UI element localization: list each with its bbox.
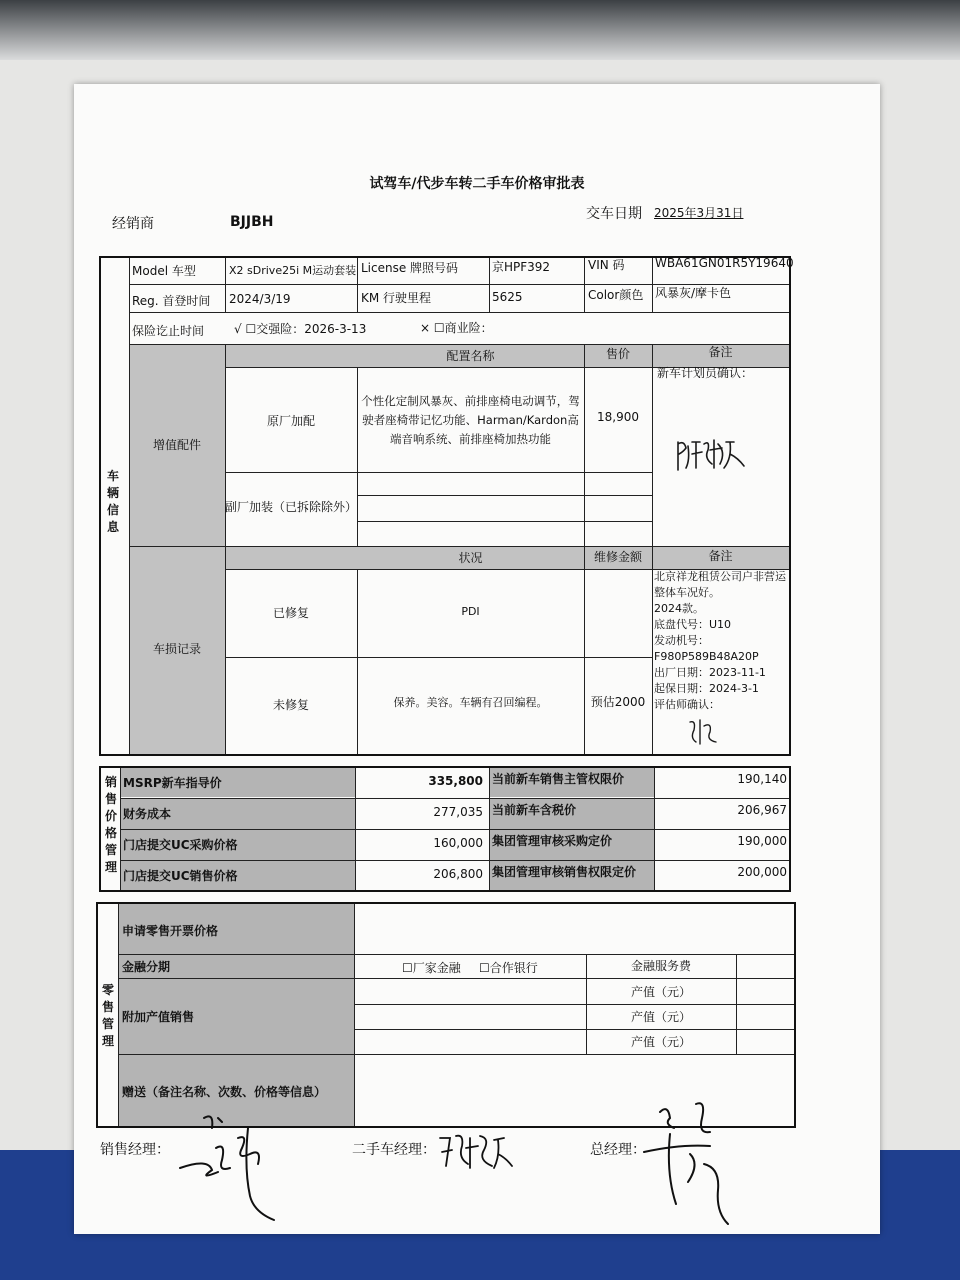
planner-signature <box>674 434 749 474</box>
sales-manager-price-value: 190,140 <box>737 772 787 786</box>
factory-options-label: 原厂加配 <box>266 414 315 428</box>
vehicle-section-label: 车辆信息 <box>106 469 119 534</box>
general-manager-signature <box>640 1094 760 1244</box>
license-value: 京HPF392 <box>492 260 551 274</box>
unrepaired-desc: 保养。美容。车辆有召回编程。 <box>393 696 548 709</box>
aftermarket-label: 副厂加装（已拆除除外） <box>225 500 358 514</box>
unrepaired-label: 未修复 <box>272 698 309 712</box>
repaired-label: 已修复 <box>272 606 309 620</box>
group-purchase-price-label: 集团管理审核采购定价 <box>492 834 613 848</box>
finance-cost-label: 财务成本 <box>123 807 172 821</box>
damage-note-line: 整体车况好。 <box>654 586 720 599</box>
options-price-header: 售价 <box>605 347 630 361</box>
uc-manager-label: 二手车经理： <box>352 1142 436 1158</box>
damage-repair-header: 维修金额 <box>593 550 642 564</box>
msrp-label: MSRP新车指导价 <box>123 776 222 790</box>
damage-note-header: 备注 <box>708 549 733 563</box>
approval-form-sheet <box>74 84 880 1234</box>
damage-note-line: 底盘代号：U10 <box>654 618 732 631</box>
vin-value: WBA61GN01R5Y19640 <box>655 256 794 270</box>
output-value-label: 产值（元） <box>630 1035 691 1049</box>
factory-options-price: 18,900 <box>597 410 639 424</box>
damage-notes <box>654 569 789 713</box>
options-note-header: 备注 <box>708 345 733 359</box>
group-sale-price-value: 200,000 <box>737 865 787 879</box>
color-label: Color颜色 <box>588 288 644 302</box>
finance-fee-label: 金融服务费 <box>630 959 691 973</box>
km-value: 5625 <box>492 290 523 304</box>
dealer-label: 经销商 <box>112 216 154 232</box>
appraiser-signature <box>686 716 726 746</box>
color-value: 风暴灰/摩卡色 <box>655 286 732 300</box>
finance-option-bank[interactable]: ☐合作银行 <box>479 961 538 975</box>
damage-note-line: 2024款。 <box>654 602 704 615</box>
general-manager-label: 总经理： <box>590 1142 646 1158</box>
retail-section-label: 零售管理 <box>101 983 114 1048</box>
damage-note-line: F980P589B48A20P <box>654 650 759 663</box>
output-value-label: 产值（元） <box>630 985 691 999</box>
insurance-commercial: × ☐商业险： <box>420 321 493 335</box>
options-config-header: 配置名称 <box>446 349 495 363</box>
output-value-label: 产值（元） <box>630 1010 691 1024</box>
uc-manager-signature <box>434 1128 514 1174</box>
insurance-label: 保险讫止时间 <box>132 324 205 338</box>
invoice-price-label: 申请零售开票价格 <box>122 924 219 938</box>
uc-purchase-value: 160,000 <box>433 836 483 850</box>
damage-note-line: 北京祥龙租赁公司户非营运 <box>654 570 786 583</box>
planner-confirm-label: 新车计划员确认： <box>657 366 754 380</box>
finance-option-factory[interactable]: ☐厂家金融 <box>402 961 461 975</box>
repaired-desc: PDI <box>461 605 480 618</box>
sales-manager-price-label: 当前新车销售主管权限价 <box>492 772 625 786</box>
vin-label: VIN 码 <box>588 258 625 272</box>
options-label: 增值配件 <box>152 438 201 452</box>
damage-note-line: 起保日期：2024-3-1 <box>654 682 759 695</box>
finance-cost-value: 277,035 <box>433 805 483 819</box>
model-label: Model 车型 <box>132 264 196 278</box>
uc-sale-value: 206,800 <box>433 867 483 881</box>
uc-purchase-label: 门店提交UC采购价格 <box>123 838 238 852</box>
gift-label: 赠送（备注名称、次数、价格等信息） <box>122 1085 327 1099</box>
reg-value: 2024/3/19 <box>229 292 291 306</box>
factory-options-desc: 个性化定制风暴灰、前排座椅电动调节，驾驶者座椅带记忆功能、Harman/Kardon高端音响系统、前排座椅加热功能 <box>361 394 580 446</box>
km-label: KM 行驶里程 <box>361 291 432 305</box>
new-car-tax-price-label: 当前新车含税价 <box>492 803 577 817</box>
delivery-date-label: 交车日期 <box>586 206 642 222</box>
damage-label: 车损记录 <box>152 642 201 656</box>
addon-sales-label: 附加产值销售 <box>122 1010 195 1024</box>
group-sale-price-label: 集团管理审核销售权限定价 <box>492 865 637 879</box>
reg-label: Reg. 首登时间 <box>132 294 211 308</box>
msrp-value: 335,800 <box>428 774 483 788</box>
damage-note-line: 出厂日期：2023-11-1 <box>654 666 766 679</box>
finance-installment-label: 金融分期 <box>122 960 171 974</box>
pricing-section-label: 销售价格管理 <box>104 775 117 874</box>
insurance-compulsory: √ ☐交强险：2026-3-13 <box>234 322 367 336</box>
damage-note-line: 评估师确认： <box>654 698 720 711</box>
dealer-value: BJJBH <box>230 214 274 230</box>
sales-manager-label: 销售经理： <box>100 1142 170 1158</box>
new-car-tax-price-value: 206,967 <box>737 803 787 817</box>
damage-note-line: 发动机号： <box>654 634 709 647</box>
damage-status-header: 状况 <box>458 551 483 565</box>
license-label: License 牌照号码 <box>361 261 459 275</box>
sales-manager-signature <box>178 1108 288 1224</box>
uc-sale-label: 门店提交UC销售价格 <box>123 869 238 883</box>
delivery-date-value: 2025年3月31日 <box>654 206 744 220</box>
unrepaired-amount: 预估2000 <box>590 695 646 709</box>
form-title: 试驾车/代步车转二手车价格审批表 <box>369 176 585 192</box>
group-purchase-price-value: 190,000 <box>737 834 787 848</box>
model-value: X2 sDrive25i M运动套装 <box>229 264 357 277</box>
